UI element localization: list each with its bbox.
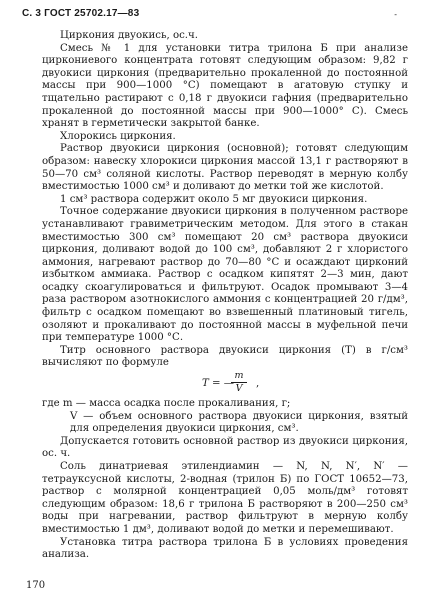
page-number: 170 xyxy=(26,580,46,591)
paragraph-stock-solution: Раствор двуокиси циркония (основной); готовят следующим образом: навеску хлорокиси циркония массой 13,1 г растворяют в 50—70 см³ соляной кислоты. Раствор переводят в мерную колбу вместимостью 1000 см³ и доливают до метки той же кислотой. xyxy=(42,143,408,193)
corner-mark: - xyxy=(394,10,397,19)
paragraph-where-v: V — объем основного раствора двуокиси циркония, взятый для определения двуокиси циркония, см³. xyxy=(70,410,408,435)
paragraph-titer-intro: Титр основного раствора двуокиси циркония (T) в г/см³ вычисляют по формуле xyxy=(42,344,408,369)
running-head: С. 3 ГОСТ 25702.17—83 xyxy=(22,8,140,19)
formula-lhs: T = — xyxy=(202,378,234,390)
paragraph-trilon-b: Соль динатриевая этилендиамин — N, N, N′, N′ — тетрауксусной кислоты, 2-водная (трилон Б) по ГОСТ 10652—73, раствор с молярной концентрацией 0,05 моль/дм³ готовят следующим образом: 18,6 г трилона Б растворяют в 200—250 см³ воды при нагревании, раствор фильтруют в мерную колбу вместимостью 1 дм³, доливают водой до метки и перемешивают. xyxy=(42,461,408,535)
paragraph-zirconium-oxychloride: Хлорокись циркония. xyxy=(60,130,176,142)
paragraph-solution-content: 1 см³ раствора содержит около 5 мг двуокиси циркония. xyxy=(60,193,368,205)
titer-formula xyxy=(42,370,408,398)
formula-fraction xyxy=(231,370,247,395)
paragraph-zirconium-dioxide: Циркония двуокись, ос.ч. xyxy=(60,30,199,41)
paragraph-where-m: где m — масса осадка после прокаливания, г; xyxy=(42,398,291,410)
formula-denominator: V xyxy=(235,383,243,395)
page-body xyxy=(42,30,408,562)
paragraph-gravimetric-method: Точное содержание двуокиси циркония в полученном растворе устанавливают гравиметрическим методом. Для этого в стакан вместимостью 300 см³ помещают 20 см³ раствора двуокиси циркония, доливают водой до 100 см³, добавляют 2 г хлористого аммония, нагревают раствор до 70—80 °С и осаждают цирконий избытком аммиака. Раствор с осадком кипятят 2—3 мин, дают осадку скоагулироваться и фильтруют. Осадок промывают 3—4 раза раствором азотнокислого аммония с концентрацией 20 г/дм³, фильтр с осадком помещают во взвешенный платиновый тигель, озоляют и прокаливают до постоянной массы в муфельной печи при температуре 1000 °С. xyxy=(42,206,408,344)
paragraph-titer-setup: Установка титра раствора трилона Б в условиях проведения анализа. xyxy=(42,536,408,561)
paragraph-alternative-prep: Допускается готовить основной раствор из двуокиси циркония, ос. ч. xyxy=(42,435,408,460)
formula-comma: , xyxy=(256,378,260,390)
paragraph-mixture-1: Смесь № 1 для установки титра трилона Б при анализе циркониевого концентрата готовят следующим образом: 9,82 г двуокиси циркония (предварительно прокаленной до постоянной массы при 900—1000 °С) помещают в агатовую ступку и тщательно растирают с 0,18 г двуокиси гафния (предварительно прокаленной до постоянной массы при 900—1000° С). Смесь хранят в герметически закрытой банке. xyxy=(42,42,408,130)
formula-numerator: m xyxy=(231,370,247,383)
